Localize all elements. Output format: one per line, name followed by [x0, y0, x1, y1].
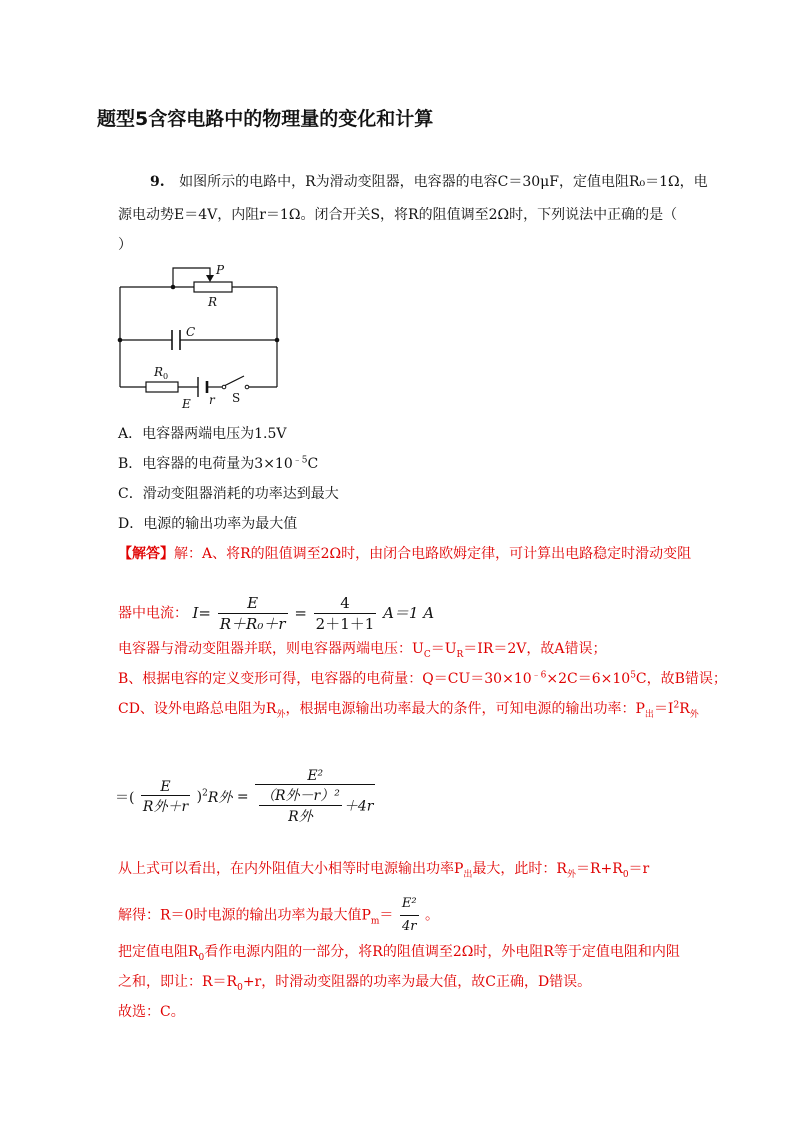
label-P: P — [216, 263, 225, 277]
answer-line-4: B、根据电容的定义变形可得，电容器的电荷量：$Q=CU=30\times 10^{﹣6}\times 2C=6\times 10^5C$，故B错误； — [118, 670, 727, 687]
slider-arrow-icon — [206, 275, 214, 282]
question-line-2: 源电动势E＝4V，内阻r＝1Ω。闭合开关S，将R的阻值调至2Ω时，下列说法中正确的是（ — [118, 207, 678, 223]
answer-line-6: 从上式可以看出，在内外阻值大小相等时电源输出功率$P_出$最大，此时：$R_外=R+R_0=r$ — [118, 861, 650, 880]
answer-line-2: 器中电流： I= $\frac{E}{\text{R＋R₀＋r}}$ = $\frac{4}{2+1+1}$ A＝1 A — [118, 594, 435, 633]
answer-label: 【解答】 — [118, 546, 174, 562]
circuit-diagram — [110, 262, 290, 412]
answer-line-8: 把定值电阻$R_0$看作电源内阻的一部分，将R的阻值调至2Ω时，外电阻R等于定值电阻和内阻 — [118, 944, 680, 963]
answer-line-5: CD、设外电路总电阻为$R_外$，根据电源输出功率最大的条件，可知电源的输出功率：$P_出=I^2R_外$ — [118, 700, 699, 720]
label-R: R — [208, 295, 218, 309]
label-r: r — [209, 393, 215, 407]
eq1: I= $\frac{E}{\text{R＋R₀＋r}}$ = $\frac{4}{2+1+1}$ A＝1 A — [192, 594, 435, 633]
option-d: D．电源的输出功率为最大值 — [118, 516, 298, 532]
answer-line-3: 电容器与滑动变阻器并联，则电容器两端电压：$U_C=U_R=IR=2V$，故A错误； — [118, 641, 607, 660]
eq2: ＝( $\frac{E}{\text{R外＋r}}$ )$^2$R外 = E² $\frac{\text{（R外－r）²}}{\text{R外}}$ ＋4r — [115, 768, 374, 825]
question-line-1 — [150, 173, 708, 191]
fixed-resistor-symbol — [146, 382, 178, 392]
switch-symbol — [222, 385, 226, 389]
option-a: A．电容器两端电压为1.5V — [118, 426, 287, 442]
question-number: 9. — [150, 174, 165, 190]
section-title: 题型5含容电路中的物理量的变化和计算 — [97, 108, 434, 130]
question-text-1: 如图所示的电路中，R为滑动变阻器，电容器的电容C＝30μF，定值电阻R₀＝1Ω，电 — [179, 174, 708, 190]
answer-line-7: 解得：R＝0时电源的输出功率为最大值$P_m=$ $\frac{\text{E²}}{4r}$ 。 — [118, 893, 439, 938]
answer-line-10: 故选：C。 — [118, 1004, 185, 1020]
label-R0-sub: 0 — [163, 372, 169, 381]
label-C: C — [186, 325, 196, 339]
answer-line-9: 之和，即让：$R=R_0+r$，时滑动变阻器的功率为最大值，故C正确，D错误。 — [118, 974, 592, 993]
answer-line-1: 【解答】解：A、将R的阻值调至2Ω时，由闭合电路欧姆定律，可计算出电路稳定时滑动变阻 — [118, 546, 692, 562]
rheostat-symbol — [194, 282, 232, 292]
label-E: E — [182, 397, 191, 411]
label-R0: R — [154, 365, 164, 379]
question-line-3: ） — [118, 237, 132, 253]
option-c: C．滑动变阻器消耗的功率达到最大 — [118, 486, 339, 502]
label-S: S — [232, 391, 241, 405]
option-b: B．电容器的电荷量为$3\times 10^{﹣5}C$ — [118, 455, 319, 472]
